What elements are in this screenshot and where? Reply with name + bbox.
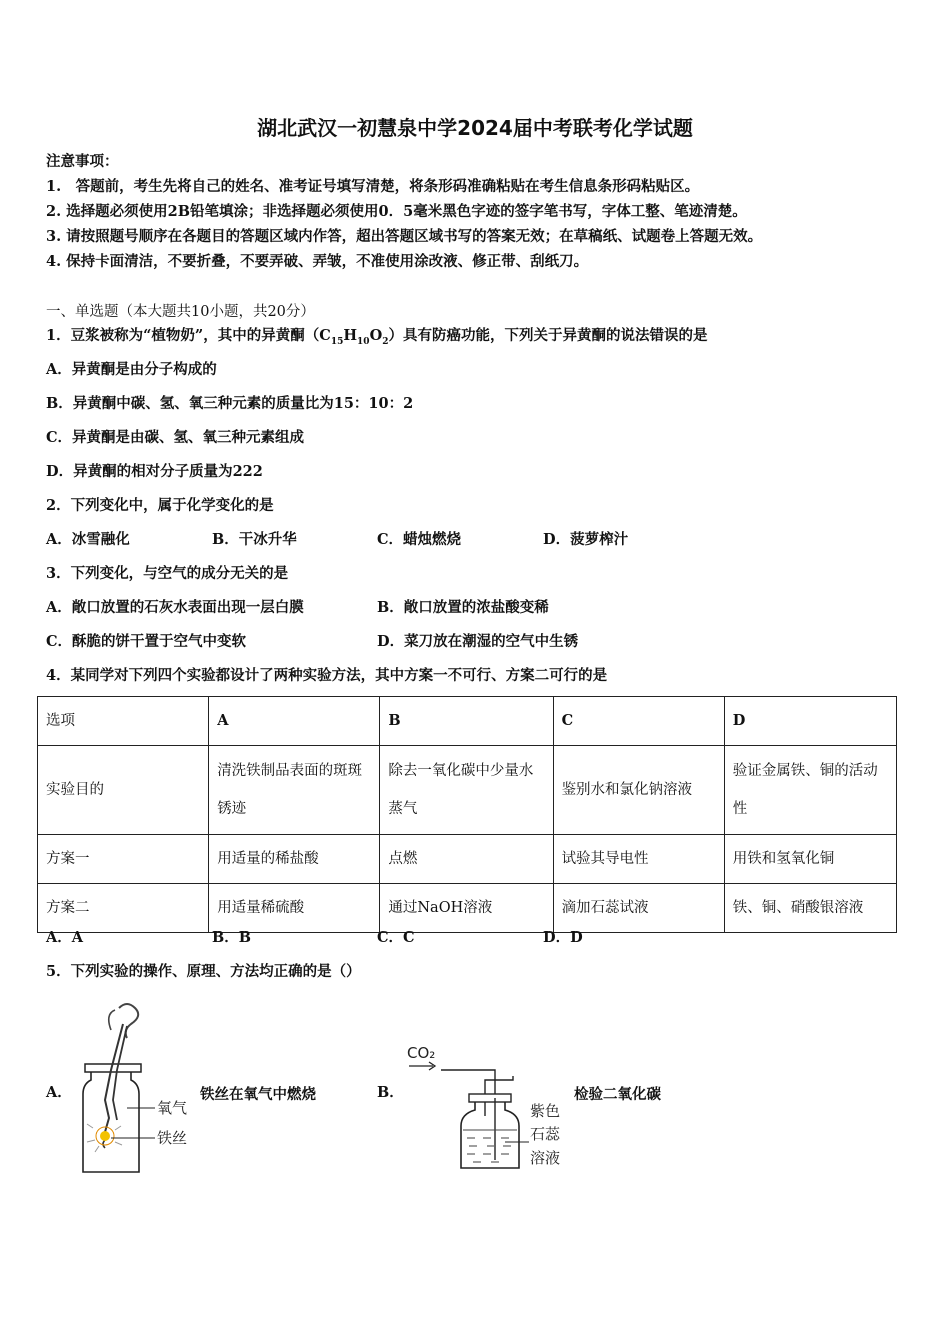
- table-row: [38, 835, 897, 884]
- iron-wire-burning-diagram: [75, 1000, 200, 1178]
- table-row: [38, 884, 897, 933]
- page-title: 湖北武汉一初慧泉中学2024届中考联考化学试题: [257, 116, 693, 140]
- q3-option-b: B．敞口放置的浓盐酸变稀: [377, 599, 549, 616]
- q2-option-d: D．菠萝榨汁: [543, 531, 629, 548]
- experiment-table: [37, 696, 897, 933]
- q1-option-a: A．异黄酮是由分子构成的: [46, 361, 217, 378]
- q2-option-c: C．蜡烛燃烧: [377, 531, 462, 548]
- q2-stem: 2．下列变化中，属于化学变化的是: [46, 497, 274, 514]
- q3-option-a: A．敞口放置的石灰水表面出现一层白膜: [46, 599, 304, 616]
- q5-stem: 5．下列实验的操作、原理、方法均正确的是（）: [46, 963, 361, 980]
- q1-stem-text: 1．豆浆被称为“植物奶”，其中的异黄酮（C: [46, 327, 331, 344]
- table-cell: 铁、铜、硝酸银溶液: [724, 884, 896, 933]
- q1-option-d: D．异黄酮的相对分子质量为222: [46, 463, 263, 480]
- q2-option-b: B．干冰升华: [212, 531, 297, 548]
- q1-sub: 10: [357, 336, 370, 347]
- q4-stem: 4．某同学对下列四个实验都设计了两种实验方法，其中方案一不可行、方案二可行的是: [46, 667, 608, 684]
- q1-sub: 2: [382, 336, 389, 347]
- q3-option-c: C．酥脆的饼干置于空气中变软: [46, 633, 247, 650]
- q1-stem: [46, 326, 707, 352]
- q1-stem-text: O: [369, 327, 383, 344]
- q1-stem-text: ）具有防癌功能，下列关于异黄酮的说法错误的是: [388, 327, 708, 344]
- table-cell: 除去一氧化碳中少量水蒸气: [380, 746, 553, 835]
- q3-stem: 3．下列变化，与空气的成分无关的是: [46, 565, 289, 582]
- table-cell: 点燃: [380, 835, 553, 884]
- table-cell: 方案二: [38, 884, 209, 933]
- co2-test-diagram: [405, 1036, 570, 1171]
- co2-label: CO₂: [407, 1044, 436, 1062]
- q1-option-b: B．异黄酮中碳、氢、氧三种元素的质量比为15：10：2: [46, 395, 414, 412]
- table-header-row: [38, 697, 897, 746]
- oxygen-label: 氧气: [157, 1099, 188, 1117]
- table-cell: 滴加石蕊试液: [553, 884, 724, 933]
- q4-option-d: D．D: [543, 929, 583, 946]
- purple-label: 紫色: [530, 1102, 561, 1120]
- table-cell: 实验目的: [38, 746, 209, 835]
- q1-option-c: C．异黄酮是由碳、氢、氧三种元素组成: [46, 429, 305, 446]
- table-cell: B: [380, 697, 553, 746]
- notice-item: 3. 请按照题号顺序在各题目的答题区域内作答，超出答题区域书写的答案无效；在草稿纸、试题卷上答题无效。: [46, 228, 763, 245]
- q1-stem-text: H: [343, 327, 358, 344]
- table-cell: C: [553, 697, 724, 746]
- table-cell: 通过NaOH溶液: [380, 884, 553, 933]
- notice-item: 2. 选择题必须使用2B铅笔填涂；非选择题必须使用0．5毫米黑色字迹的签字笔书写，字体工整、笔迹清楚。: [46, 203, 747, 220]
- table-cell: 方案一: [38, 835, 209, 884]
- notice-item: 4. 保持卡面清洁，不要折叠，不要弄破、弄皱，不准使用涂改液、修正带、刮纸刀。: [46, 253, 589, 270]
- q4-option-c: C．C: [377, 929, 415, 946]
- table-cell: A: [209, 697, 380, 746]
- q5-option-b-caption: 检验二氧化碳: [574, 1086, 661, 1103]
- table-cell: 用适量稀硫酸: [209, 884, 380, 933]
- q1-sub: 15: [330, 336, 344, 347]
- table-cell: 鉴别水和氯化钠溶液: [553, 746, 724, 835]
- litmus-label: 石蕊: [530, 1125, 561, 1143]
- notice-item: 1. 答题前，考生先将自己的姓名、准考证号填写清楚，将条形码准确粘贴在考生信息条形码粘贴区。: [46, 178, 700, 195]
- table-cell: 清洗铁制品表面的斑斑锈迹: [209, 746, 380, 835]
- table-cell: 选项: [38, 697, 209, 746]
- section-heading: 一、单选题（本大题共10小题，共20分）: [46, 304, 315, 320]
- table-cell: 用铁和氢氧化铜: [724, 835, 896, 884]
- q4-option-b: B．B: [212, 929, 252, 946]
- q5-option-a-label: A．: [46, 1084, 72, 1101]
- solution-label: 溶液: [530, 1149, 561, 1167]
- q3-option-d: D．菜刀放在潮湿的空气中生锈: [377, 633, 579, 650]
- notice-heading: 注意事项：: [46, 153, 119, 170]
- table-cell: 试验其导电性: [553, 835, 724, 884]
- table-cell: 验证金属铁、铜的活动性: [724, 746, 896, 835]
- table-cell: D: [724, 697, 896, 746]
- table-row: [38, 746, 897, 835]
- q4-option-a: A．A: [46, 929, 84, 946]
- q5-option-b-label: B．: [377, 1084, 404, 1101]
- q5-option-a-caption: 铁丝在氧气中燃烧: [200, 1086, 316, 1103]
- q2-option-a: A．冰雪融化: [46, 531, 130, 548]
- table-cell: 用适量的稀盐酸: [209, 835, 380, 884]
- iron-wire-label: 铁丝: [157, 1129, 188, 1147]
